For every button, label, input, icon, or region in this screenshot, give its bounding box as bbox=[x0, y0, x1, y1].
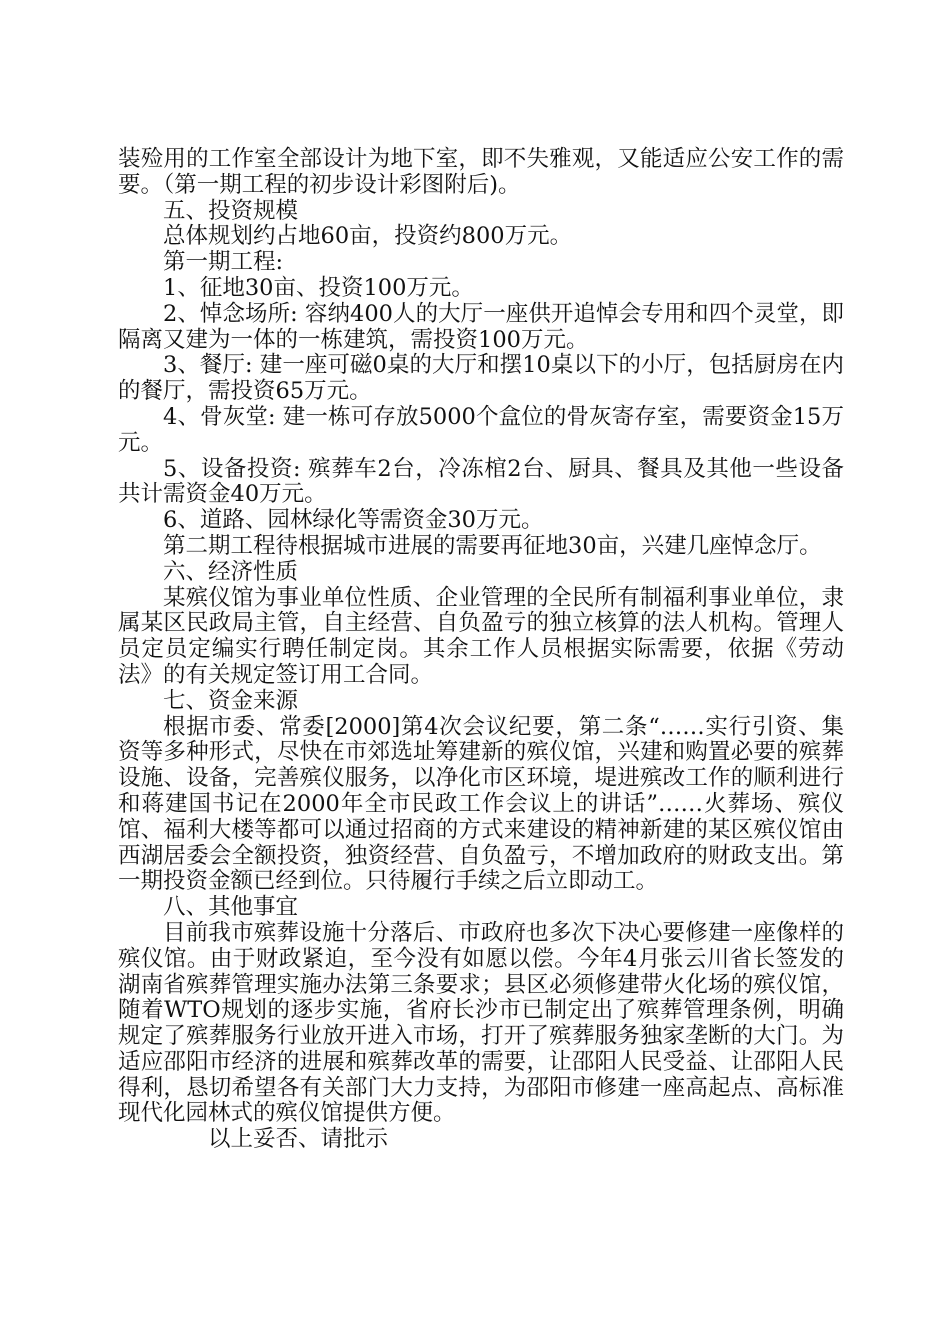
list-item-land: 1、征地30亩、投资100万元。 bbox=[163, 274, 474, 301]
list-item-equipment: 5、设备投资: 殡葬车2台，冷冻棺2台、厨具、餐具及其他一些设备共计需资金40万元。 bbox=[118, 455, 844, 508]
heading-other-matters: 八、其他事宜 bbox=[163, 894, 299, 921]
paragraph-funding-source: 根据市委、常委[2000]第4次会议纪要，第二条“……实行引资、集资等多种形式，尽快在市郊选址筹建新的殡仪馆，兴建和购置必要的殡葬设施、设备，完善殡仪服务，以净化市区环境，堤进殡改工作的顺利进行和蒋建国书记在2000年全市民政工作会议上的讲话”……火葬场、殡仪馆、福利大楼等都可以通过招商的方式来建设的精神新建的某区殡仪馆由西湖居委会全额投资，独资经营、自负盈亏，不增加政府的财政支出。第一期投资金额已经到位。只待履行手续之后立即动工。 bbox=[118, 713, 844, 895]
paragraph-economic-nature: 某殡仪馆为事业单位性质、企业管理的全民所有制福利事业单位，隶属某区民政局主管，自主经营、自负盈亏的独立核算的法人机构。管理人员定员定编实行聘任制定岗。其余工作人员根据实际需要，依据《劳动法》的有关规定签订用工合同。 bbox=[118, 584, 844, 688]
list-item-restaurant: 3、餐厅: 建一座可磁0桌的大厅和摆10桌以下的小厅，包括厨房在内的餐厅，需投资65万元。 bbox=[118, 352, 844, 405]
document-body bbox=[118, 147, 844, 1153]
heading-investment-scale: 五、投资规模 bbox=[163, 197, 299, 224]
list-item-roads-greening: 6、道路、园林绿化等需资金30万元。 bbox=[163, 507, 544, 534]
heading-phase-one: 第一期工程: bbox=[163, 249, 284, 276]
paragraph-other-matters: 目前我市殡葬设施十分落后、市政府也多次下决心要修建一座像样的殡仪馆。由于财政紧迫，至今没有如愿以偿。今年4月张云川省长签发的湖南省殡葬管理实施办法第三条要求；县区必须修建带火化场的殡仪馆，随着WTO规划的逐步实施，省府长沙市已制定出了殡葬管理条例，明确规定了殡葬服务行业放开进入市场，打开了殡葬服务独家垄断的大门。为适应邵阳市经济的进展和殡葬改革的需要，让邵阳人民受益、让邵阳人民得利，恳切希望各有关部门大力支持，为邵阳市修建一座高起点、高标准现代化园林式的殡仪馆提供方便。 bbox=[118, 919, 844, 1127]
paragraph-overall-plan: 总体规划约占地60亩，投资约800万元。 bbox=[163, 223, 573, 250]
list-item-memorial-hall: 2、悼念场所: 容纳400人的大厅一座供开追悼会专用和四个灵堂，即隔离又建为一体的一栋建筑，需投资100万元。 bbox=[118, 300, 844, 353]
paragraph-design-note: 装殓用的工作室全部设计为地下室，即不失雅观，又能适应公安工作的需要。（第一期工程的初步设计彩图附后)。 bbox=[118, 146, 844, 198]
list-item-ash-hall: 4、骨灰堂: 建一栋可存放5000个盒位的骨灰寄存室，需要资金15万元。 bbox=[118, 403, 844, 456]
paragraph-phase-two: 第二期工程待根据城市进展的需要再征地30亩，兴建几座悼念厅。 bbox=[163, 532, 822, 559]
closing-request: 以上妥否、请批示 bbox=[208, 1126, 389, 1153]
heading-funding-source: 七、资金来源 bbox=[163, 687, 299, 714]
heading-economic-nature: 六、经济性质 bbox=[163, 558, 299, 585]
